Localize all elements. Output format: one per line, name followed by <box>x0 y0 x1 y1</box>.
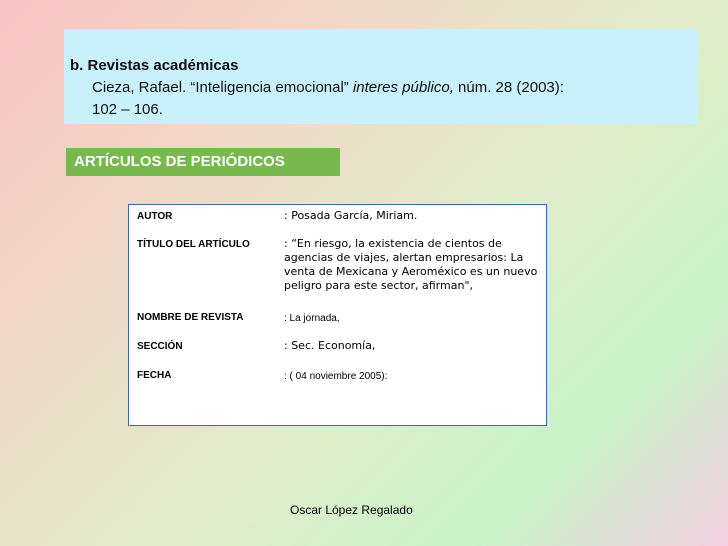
newspaper-section-title: ARTÍCULOS DE PERIÓDICOS <box>74 153 285 170</box>
citation-issue: núm. 28 (2003): <box>453 79 564 96</box>
academic-journals-box <box>64 29 697 124</box>
article-title-label: TÍTULO DEL ARTÍCULO <box>137 239 250 250</box>
author-label: AUTOR <box>137 211 173 222</box>
citation-text: Cieza, Rafael. “Inteligencia emocional” <box>92 79 353 96</box>
citation-line-1 <box>92 79 564 96</box>
citation-line-2: 102 – 106. <box>92 101 163 118</box>
author-value: : Posada García, Miriam. <box>284 209 418 222</box>
academic-journals-heading: b. Revistas académicas <box>70 57 239 74</box>
date-label: FECHA <box>137 370 172 381</box>
citation-journal-italic: interes público, <box>352 79 454 96</box>
article-title-value: : “En riesgo, la existencia de cientos de agencias de viajes, alertan empresarios: La venta de Mexicana y Aeroméxico es un nuevo peligro para este sector, afirman", <box>284 237 538 292</box>
section-label: SECCIÓN <box>137 341 183 352</box>
newspaper-section-banner <box>66 148 340 176</box>
magazine-name-label: NOMBRE DE REVISTA <box>137 312 244 323</box>
newspaper-record-card <box>128 204 547 426</box>
section-value: : Sec. Economía, <box>284 339 376 352</box>
footer-author: Oscar López Regalado <box>290 503 413 517</box>
magazine-name-value: : La jornada, <box>284 313 340 324</box>
date-value: : ( 04 noviembre 2005): <box>284 371 388 382</box>
